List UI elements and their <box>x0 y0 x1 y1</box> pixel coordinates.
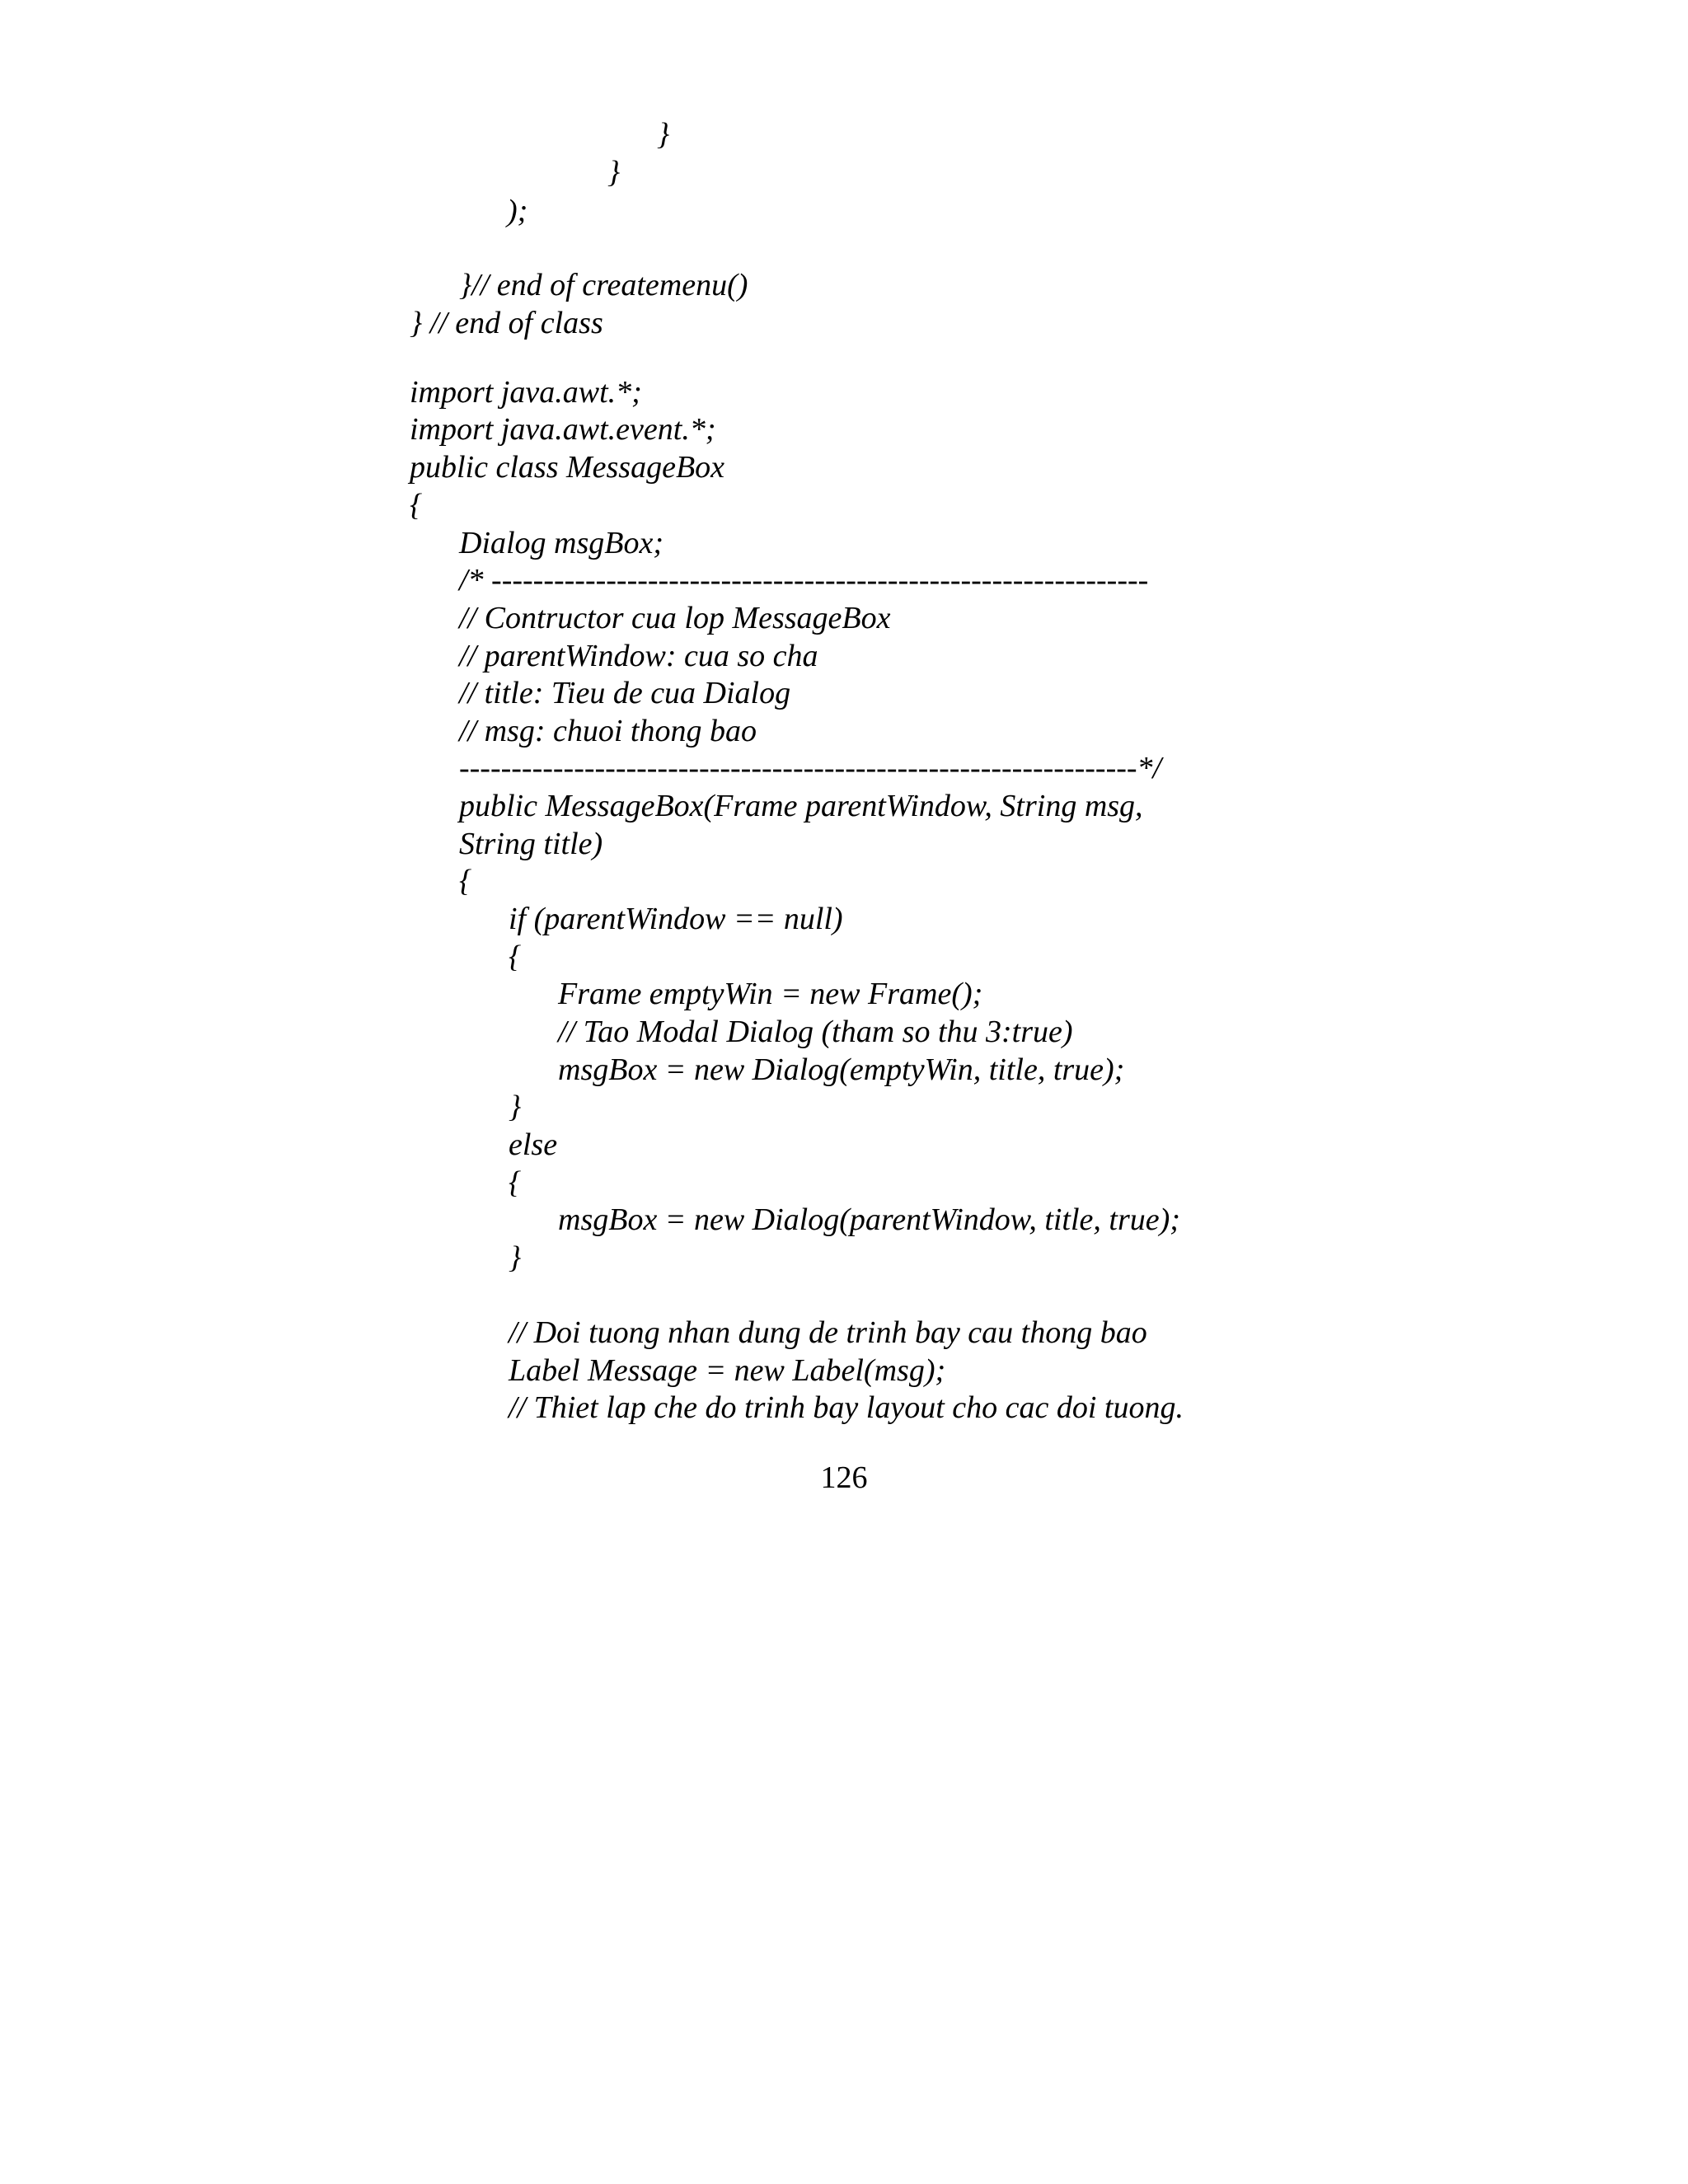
code-line: Frame emptyWin = new Frame(); <box>558 977 983 1011</box>
code-line: import java.awt.*; <box>410 375 642 410</box>
code-line: ); <box>507 194 528 228</box>
code-line: import java.awt.event.*; <box>410 412 716 447</box>
code-line: // Thiet lap che do trinh bay layout cho cac doi tuong. <box>509 1390 1184 1425</box>
code-line: { <box>459 864 472 898</box>
code-line: if (parentWindow == null) <box>509 902 843 936</box>
code-line: { <box>509 1165 522 1200</box>
code-line: -----------------------------------------------------------------*/ <box>459 751 1162 785</box>
code-line: Label Message = new Label(msg); <box>509 1353 946 1388</box>
page-number: 126 <box>820 1460 868 1495</box>
code-line: // parentWindow: cua so cha <box>459 639 818 673</box>
code-line: // msg: chuoi thong bao <box>459 714 757 748</box>
code-line: } <box>657 117 670 152</box>
code-line: } <box>607 155 621 190</box>
code-line: // Contructor cua lop MessageBox <box>459 601 891 635</box>
code-line: String title) <box>459 827 603 861</box>
code-line: // Doi tuong nhan dung de trinh bay cau thong bao <box>509 1315 1147 1350</box>
code-line: public class MessageBox <box>410 450 725 485</box>
code-line: msgBox = new Dialog(parentWindow, title, true); <box>558 1202 1180 1237</box>
code-line: } // end of class <box>410 306 603 340</box>
code-line: // title: Tieu de cua Dialog <box>459 676 791 710</box>
code-line: } <box>509 1090 522 1124</box>
code-line: msgBox = new Dialog(emptyWin, title, true); <box>558 1052 1125 1087</box>
code-line: else <box>509 1127 558 1162</box>
code-line: // Tao Modal Dialog (tham so thu 3:true) <box>558 1015 1073 1049</box>
code-line: /* --------------------------------------------------------------- <box>459 563 1149 598</box>
code-line: { <box>410 488 423 523</box>
code-line: public MessageBox(Frame parentWindow, String msg, <box>459 789 1143 823</box>
code-line: { <box>509 940 522 974</box>
code-line: } <box>509 1240 522 1275</box>
code-line: Dialog msgBox; <box>459 526 664 560</box>
code-line: }// end of createmenu() <box>459 268 748 302</box>
